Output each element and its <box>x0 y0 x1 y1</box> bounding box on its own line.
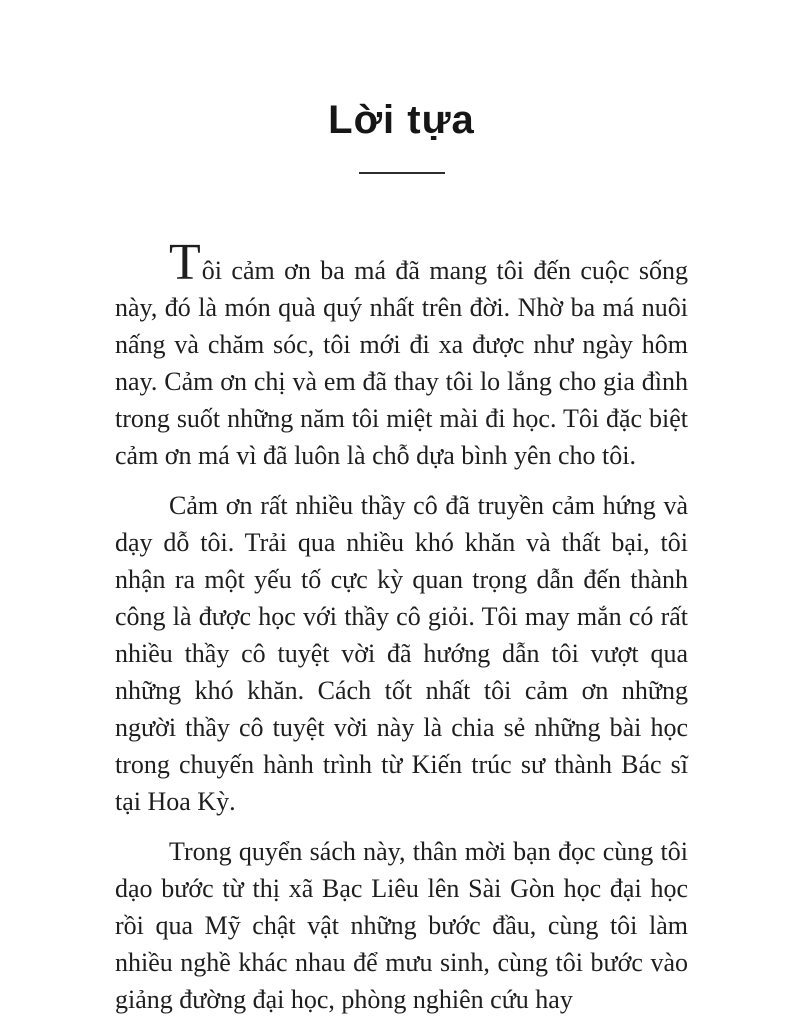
paragraph-text: ôi cảm ơn ba má đã mang tôi đến cuộc sống này, đó là món quà quý nhất trên đời. Nhờ ba má nuôi nấng và chăm sóc, tôi mới đi xa được như ngày hôm nay. Cảm ơn chị và em đã thay tôi lo lắng cho gia đình trong suốt những năm tôi miệt mài đi học. Tôi đặc biệt cảm ơn má vì đã luôn là chỗ dựa bình yên cho tôi. <box>115 256 688 470</box>
paragraph: Cảm ơn rất nhiều thầy cô đã truyền cảm hứng và dạy dỗ tôi. Trải qua nhiều khó khăn và thất bại, tôi nhận ra một yếu tố cực kỳ quan trọng dẫn đến thành công là được học với thầy cô giỏi. Tôi may mắn có rất nhiều thầy cô tuyệt vời đã hướng dẫn tôi vượt qua những khó khăn. Cách tốt nhất tôi cảm ơn những người thầy cô tuyệt vời này là chia sẻ những bài học trong chuyến hành trình từ Kiến trúc sư thành Bác sĩ tại Hoa Kỳ. <box>115 491 688 816</box>
drop-cap: T <box>169 234 202 291</box>
body-text <box>115 234 688 1018</box>
title-divider <box>359 172 445 174</box>
paragraph <box>115 234 688 474</box>
chapter-title: Lời tựa <box>328 98 475 142</box>
paragraph: Trong quyển sách này, thân mời bạn đọc cùng tôi dạo bước từ thị xã Bạc Liêu lên Sài Gòn học đại học rồi qua Mỹ chật vật những bước đầu, cùng tôi làm nhiều nghề khác nhau để mưu sinh, cùng tôi bước vào giảng đường đại học, phòng nghiên cứu hay <box>115 837 688 1014</box>
